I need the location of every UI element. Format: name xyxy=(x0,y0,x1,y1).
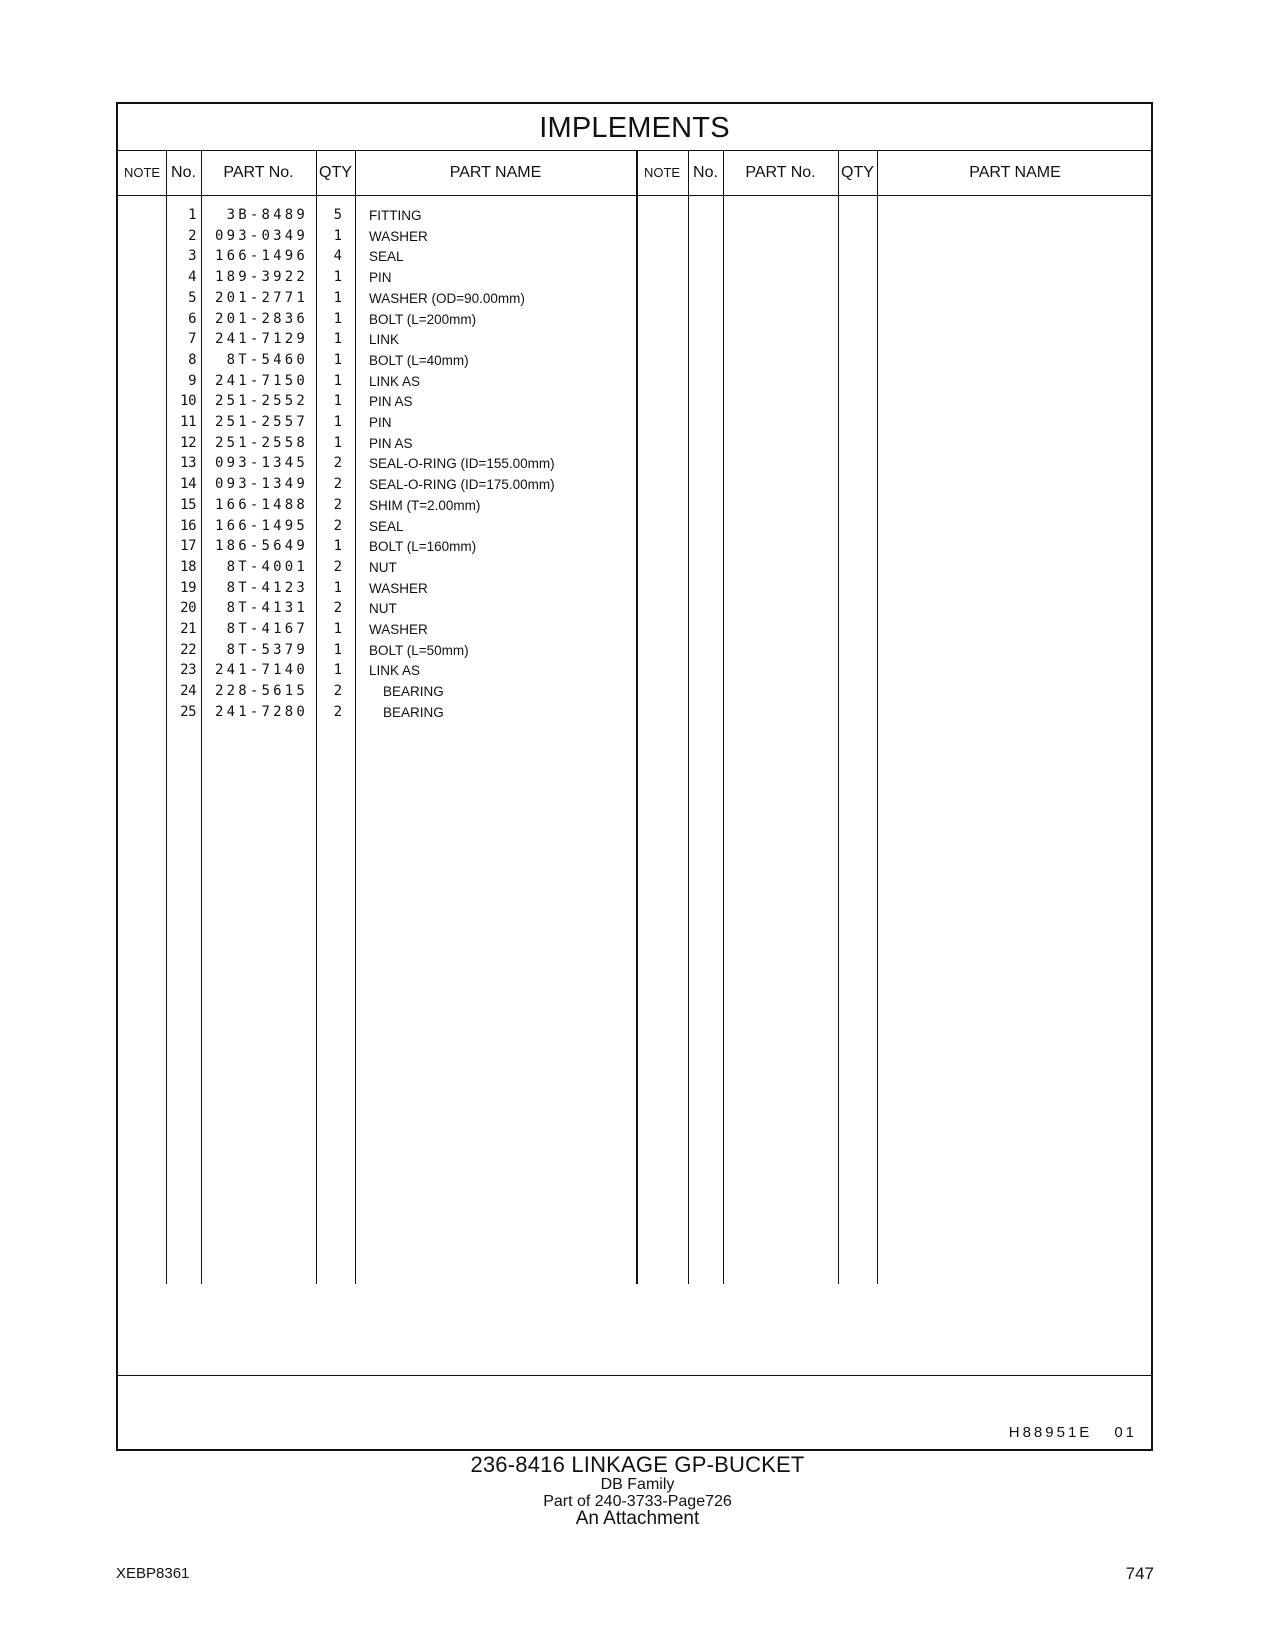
table-row xyxy=(118,226,638,247)
item-number: 2 xyxy=(188,227,196,244)
assembly-type: An Attachment xyxy=(575,1508,700,1529)
header-qty-right: QTY xyxy=(841,164,874,181)
quantity: 1 xyxy=(333,310,342,327)
document-id: XEBP8361 xyxy=(116,1565,190,1582)
table-row xyxy=(118,578,638,599)
table-row xyxy=(118,288,638,309)
table-row xyxy=(118,660,638,681)
assembly-family: DB Family xyxy=(600,1476,675,1493)
item-number: 13 xyxy=(180,455,196,472)
quantity: 2 xyxy=(333,496,342,513)
table-row xyxy=(118,681,638,702)
table-row xyxy=(118,619,638,640)
part-name: SEAL xyxy=(369,249,404,265)
item-number: 14 xyxy=(180,476,196,493)
drawing-number: H88951E xyxy=(1008,1424,1093,1441)
part-name: PIN AS xyxy=(369,394,413,410)
table-row xyxy=(118,495,638,516)
header-qty-left: QTY xyxy=(319,164,352,181)
table-row xyxy=(118,474,638,495)
table-row xyxy=(118,267,638,288)
table-title: IMPLEMENTS xyxy=(118,104,1151,151)
part-number: 166-1488 xyxy=(214,496,308,513)
assembly-title: 236-8416 LINKAGE GP-BUCKET xyxy=(470,1452,805,1477)
header-part-name-right: PART NAME xyxy=(969,164,1061,181)
quantity: 2 xyxy=(333,600,342,617)
part-name: PIN xyxy=(369,270,392,286)
item-number: 3 xyxy=(188,248,196,265)
item-number: 15 xyxy=(180,496,196,513)
part-name: LINK AS xyxy=(369,663,421,679)
quantity: 2 xyxy=(333,703,342,720)
quantity: 2 xyxy=(333,683,342,700)
item-number: 18 xyxy=(180,558,196,575)
item-number: 11 xyxy=(180,414,196,430)
part-number: 251-2558 xyxy=(214,434,308,451)
item-number: 20 xyxy=(180,600,196,617)
table-row xyxy=(118,371,638,392)
part-number: 241-7129 xyxy=(214,331,308,348)
part-number: 166-1496 xyxy=(214,248,308,265)
part-name: SHIM (T=2.00mm) xyxy=(369,497,481,513)
quantity: 2 xyxy=(333,558,342,575)
header-part-no-right: PART No. xyxy=(745,164,816,181)
quantity: 1 xyxy=(333,351,342,368)
part-name: SEAL xyxy=(369,518,404,534)
part-number: 093-1345 xyxy=(214,455,308,472)
part-name: WASHER xyxy=(369,228,428,244)
part-number: 8T-5460 xyxy=(226,351,308,368)
part-name: SEAL-O-RING (ID=155.00mm) xyxy=(369,456,555,472)
table-row xyxy=(118,433,638,454)
part-number: 241-7150 xyxy=(214,372,308,389)
part-number: 8T-5379 xyxy=(226,641,308,658)
quantity: 4 xyxy=(333,248,342,265)
part-number: 8T-4001 xyxy=(226,558,308,575)
quantity: 1 xyxy=(333,331,342,348)
item-number: 6 xyxy=(188,310,196,327)
table-header-row xyxy=(118,150,1151,196)
quantity: 2 xyxy=(333,455,342,472)
table-row xyxy=(118,453,638,474)
item-number: 5 xyxy=(188,289,196,306)
table-row xyxy=(118,246,638,267)
quantity: 2 xyxy=(333,517,342,534)
part-name: FITTING xyxy=(369,208,422,223)
part-name: BOLT (L=200mm) xyxy=(369,311,477,327)
part-number: 8T-4123 xyxy=(226,579,308,596)
item-number: 22 xyxy=(180,641,196,658)
part-number: 093-1349 xyxy=(214,476,308,493)
part-number: 186-5649 xyxy=(214,538,308,555)
page-number: 747 xyxy=(1125,1564,1154,1583)
part-number: 8T-4167 xyxy=(226,621,308,637)
table-body xyxy=(118,195,1151,1284)
table-footer-divider xyxy=(118,1375,1151,1376)
part-name: BEARING xyxy=(383,704,444,720)
quantity: 2 xyxy=(333,476,342,493)
part-number: 251-2557 xyxy=(214,414,308,430)
header-no-left: No. xyxy=(171,164,196,181)
quantity: 1 xyxy=(333,662,342,679)
part-number: 201-2836 xyxy=(214,310,308,327)
header-note-left: NOTE xyxy=(123,165,161,180)
part-name: BOLT (L=160mm) xyxy=(369,539,477,555)
quantity: 1 xyxy=(333,641,342,658)
part-number: 241-7140 xyxy=(214,662,308,679)
item-number: 9 xyxy=(188,372,196,389)
item-number: 10 xyxy=(180,393,196,410)
part-number: 189-3922 xyxy=(214,269,308,286)
quantity: 1 xyxy=(333,372,342,389)
table-row xyxy=(118,640,638,661)
item-number: 8 xyxy=(188,351,196,368)
item-number: 16 xyxy=(180,517,196,534)
part-name: WASHER xyxy=(369,580,428,596)
table-row xyxy=(118,702,638,723)
quantity: 1 xyxy=(333,434,342,451)
item-number: 19 xyxy=(180,579,196,596)
part-name: PIN AS xyxy=(369,435,413,451)
item-number: 1 xyxy=(188,207,196,223)
part-name: LINK AS xyxy=(369,373,421,389)
drawing-revision: 01 xyxy=(1114,1424,1137,1441)
header-part-name-left: PART NAME xyxy=(449,164,542,181)
table-row xyxy=(118,350,638,371)
part-number: 8T-4131 xyxy=(226,600,308,617)
item-number: 17 xyxy=(180,538,196,555)
table-row xyxy=(118,329,638,350)
part-name: WASHER xyxy=(369,622,428,637)
table-row xyxy=(118,536,638,557)
part-name: BEARING xyxy=(383,684,444,700)
quantity: 5 xyxy=(333,207,342,223)
part-number: 3B-8489 xyxy=(226,207,308,223)
part-number: 241-7280 xyxy=(214,703,308,720)
table-row xyxy=(118,557,638,578)
part-name: NUT xyxy=(369,559,397,575)
part-number: 228-5615 xyxy=(214,683,308,700)
assembly-parent: Part of 240-3733-Page726 xyxy=(543,1493,732,1510)
item-number: 7 xyxy=(188,331,196,348)
quantity: 1 xyxy=(333,393,342,410)
quantity: 1 xyxy=(333,538,342,555)
table-row xyxy=(118,205,638,226)
item-number: 24 xyxy=(180,683,196,700)
part-name: BOLT (L=40mm) xyxy=(369,352,469,368)
quantity: 1 xyxy=(333,227,342,244)
part-number: 093-0349 xyxy=(214,227,308,244)
table-row xyxy=(118,516,638,537)
header-part-no-left: PART No. xyxy=(223,164,294,181)
header-no-right: No. xyxy=(693,164,718,181)
item-number: 25 xyxy=(180,703,196,720)
header-note-right: NOTE xyxy=(643,165,681,180)
part-number: 166-1495 xyxy=(214,517,308,534)
item-number: 21 xyxy=(180,621,196,637)
part-number: 251-2552 xyxy=(214,393,308,410)
item-number: 4 xyxy=(188,269,196,286)
table-row xyxy=(118,309,638,330)
item-number: 23 xyxy=(180,662,196,679)
part-name: WASHER (OD=90.00mm) xyxy=(369,290,525,306)
part-name: NUT xyxy=(369,601,397,617)
table-row xyxy=(118,412,638,433)
part-name: BOLT (L=50mm) xyxy=(369,642,469,658)
table-row xyxy=(118,391,638,412)
parts-table-frame xyxy=(116,102,1153,1451)
part-name: PIN xyxy=(369,415,392,430)
table-row xyxy=(118,598,638,619)
quantity: 1 xyxy=(333,269,342,286)
part-name: LINK xyxy=(369,332,400,348)
drawing-code xyxy=(1009,1424,1137,1441)
part-name: SEAL-O-RING (ID=175.00mm) xyxy=(369,477,555,493)
quantity: 1 xyxy=(333,414,342,430)
quantity: 1 xyxy=(333,289,342,306)
item-number: 12 xyxy=(180,434,196,451)
quantity: 1 xyxy=(333,579,342,596)
quantity: 1 xyxy=(333,621,342,637)
part-number: 201-2771 xyxy=(214,289,308,306)
